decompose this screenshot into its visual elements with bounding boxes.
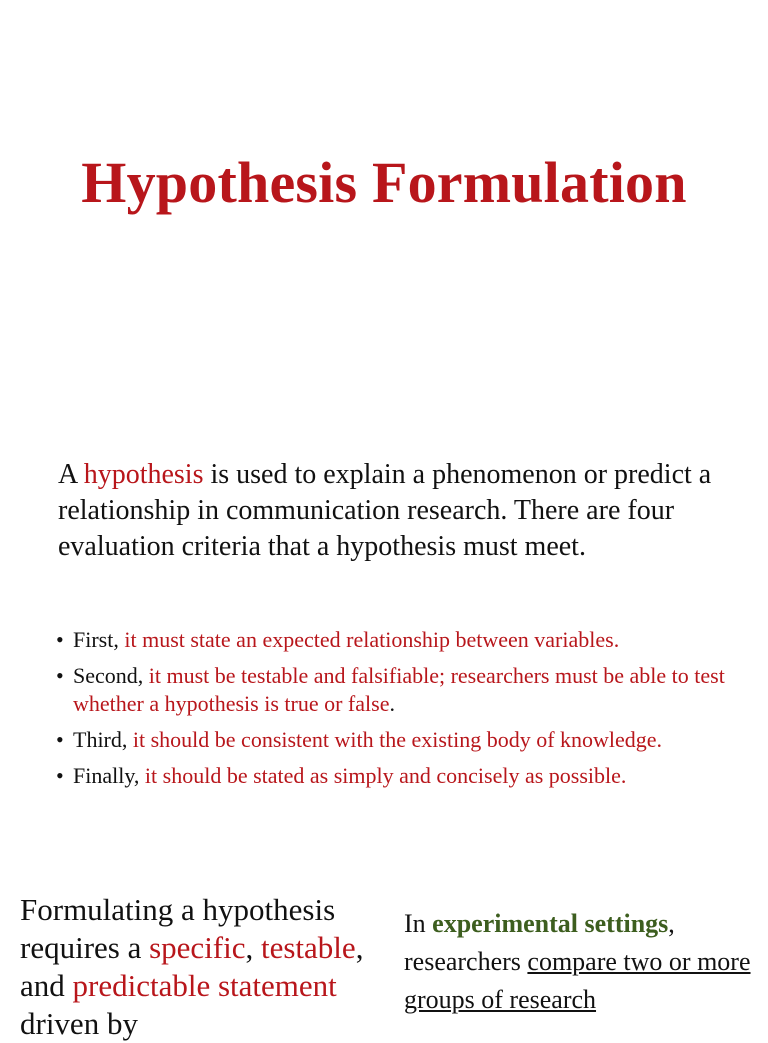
formulating-text-4: driven by: [20, 1006, 138, 1041]
bullet-dot: •: [56, 627, 64, 652]
underlined-compare-groups: compare two or more groups of research: [404, 947, 751, 1014]
experimental-text-2: , researchers: [404, 909, 675, 976]
criteria-list: [56, 626, 736, 798]
criteria-text: it must be testable and falsifiable; researchers must be able to test whether a hypothesis is true or false: [73, 663, 725, 716]
criteria-lead: Second,: [73, 663, 149, 688]
experimental-paragraph: [404, 905, 768, 1019]
slide-title: Hypothesis Formulation: [81, 150, 687, 215]
criteria-lead: Finally,: [73, 763, 145, 788]
criteria-text: it should be stated as simply and concisely as possible.: [144, 763, 627, 788]
formulating-text-1: Formulating a hypothesis requires a: [20, 892, 336, 965]
keyword-experimental-settings: experimental settings: [432, 909, 669, 938]
keyword-predictable-statement: predictable statement: [72, 968, 337, 1003]
criteria-text: it should be consistent with the existing body of knowledge.: [132, 727, 663, 752]
criteria-text: it must state an expected relationship between variables.: [124, 627, 620, 652]
formulating-text-2: ,: [245, 930, 261, 965]
criteria-lead: First,: [73, 627, 125, 652]
intro-text-start: A: [58, 459, 84, 490]
formulating-paragraph: [20, 891, 392, 1043]
experimental-text-1: In: [404, 909, 433, 938]
intro-paragraph: [58, 457, 748, 565]
intro-text-rest: is used to explain a phenomenon or predict a relationship in communication research. There are four evaluation criteria that a hypothesis must meet.: [58, 459, 712, 562]
criteria-item-third: [56, 726, 736, 754]
keyword-specific: specific: [149, 930, 246, 965]
bullet-dot: •: [56, 663, 64, 688]
criteria-item-second: [56, 662, 736, 718]
intro-keyword-hypothesis: hypothesis: [83, 459, 204, 490]
criteria-tail: .: [389, 691, 395, 716]
keyword-testable: testable: [261, 930, 356, 965]
formulating-text-3: , and: [20, 930, 364, 1003]
bullet-dot: •: [56, 727, 64, 752]
bullet-dot: •: [56, 763, 64, 788]
criteria-item-first: [56, 626, 736, 654]
criteria-lead: Third,: [73, 727, 133, 752]
criteria-item-fourth: [56, 762, 736, 790]
